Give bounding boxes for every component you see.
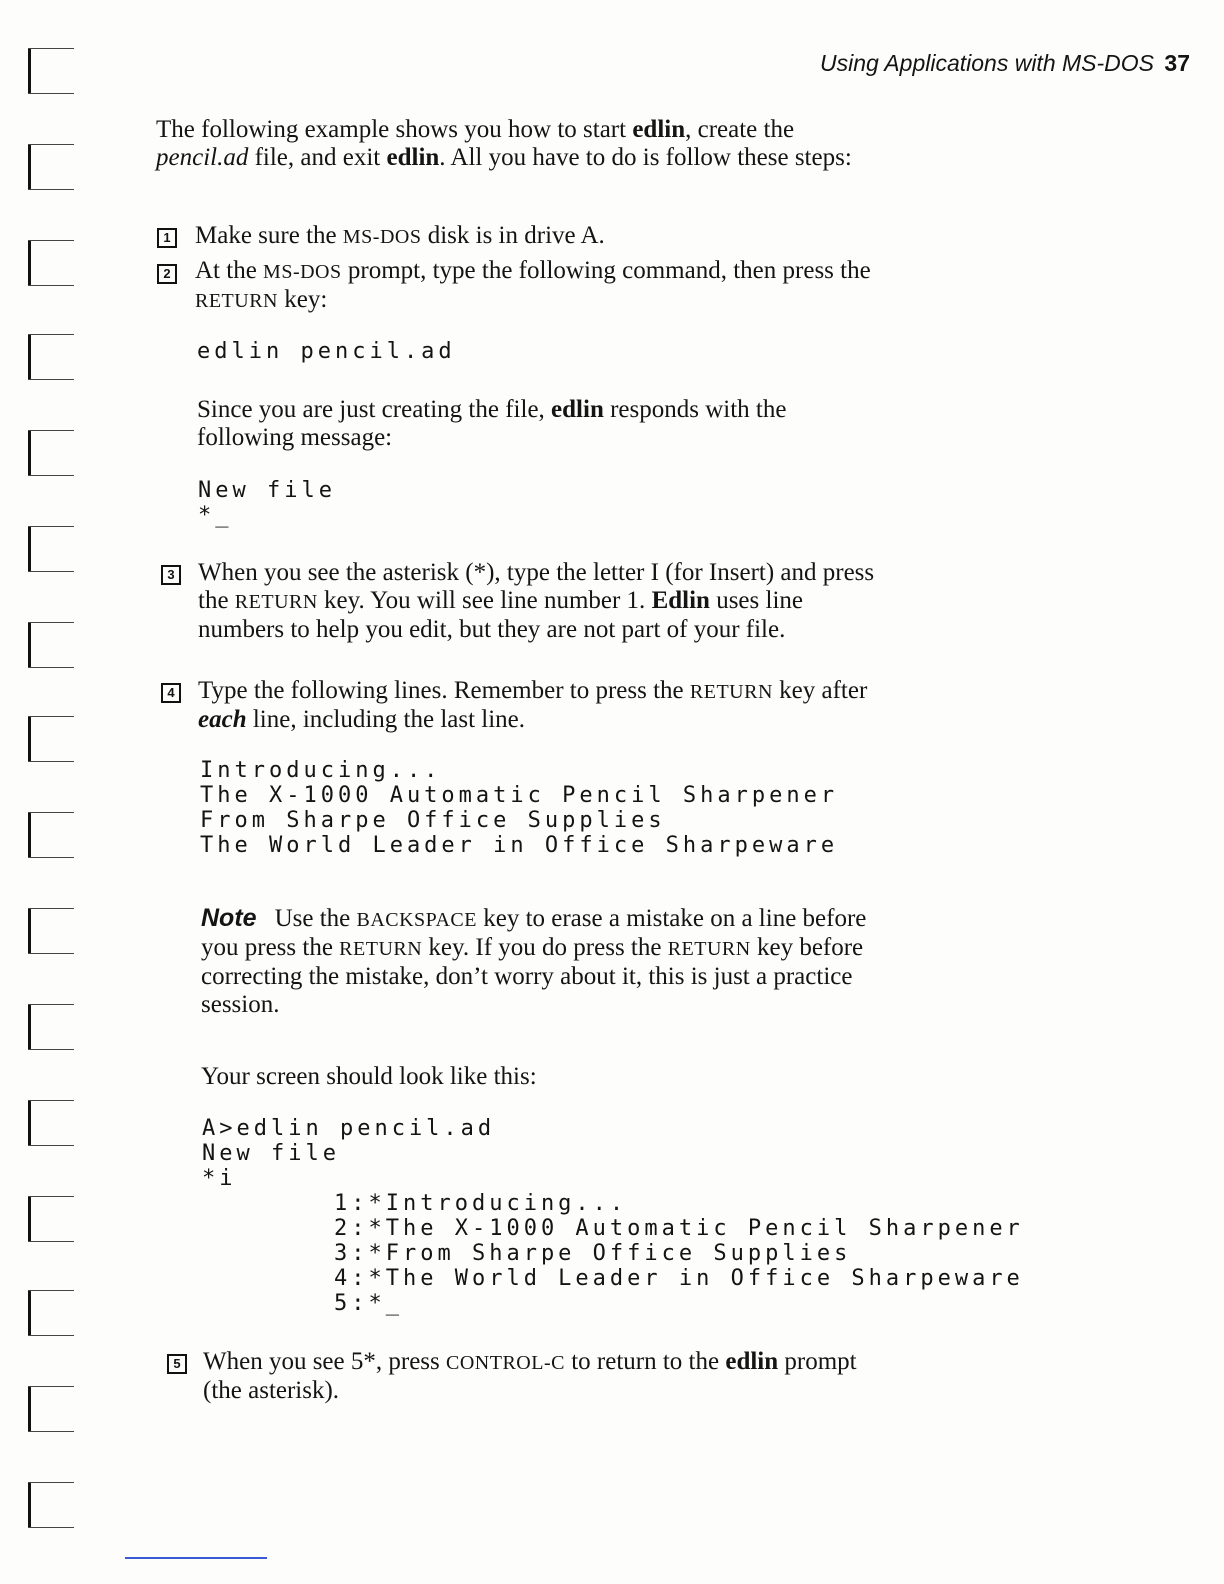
screen-intro: Your screen should look like this: [201,1063,537,1090]
binder-tab [28,144,76,192]
message-line: New file [198,478,336,503]
intro-paragraph: The following example shows you how to start edlin, create the pencil.ad file, and exit edlin. All you have to do is follow these steps: [156,116,852,171]
typed-line: From Sharpe Office Supplies [200,808,666,833]
step-2-followup: Since you are just creating the file, edlin responds with the following message: [197,396,787,451]
binder-tab [28,1290,76,1338]
step-2-text: At the MS-DOS prompt, type the following command, then press the RETURN key: [195,257,871,313]
screen-line: A>edlin pencil.ad [202,1116,496,1141]
command-example: edlin pencil.ad [197,339,456,364]
binder-tab [28,716,76,764]
binder-tab [28,622,76,670]
note-paragraph: Note Use the BACKSPACE key to erase a mistake on a line before you press the RETURN key. If you do press the RETURN key before correcting the mistake, don’t worry about it, this is just a practice session. [201,904,867,1018]
binder-tab [28,1386,76,1434]
screen-line: New file [202,1141,340,1166]
step-5-text: When you see 5*, press CONTROL-C to return to the edlin prompt (the asterisk). [203,1348,857,1404]
command-edlin: edlin [632,116,686,143]
step-number-box: 2 [157,264,177,284]
screen-numbered-line: 1:*Introducing... [334,1191,628,1216]
screen-numbered-line: 4:*The World Leader in Office Sharpeware [334,1266,1024,1291]
step-number-box: 1 [157,228,177,248]
step-number-box: 4 [161,683,181,703]
binder-tab [28,1482,76,1530]
binder-tab [28,334,76,382]
screen-numbered-line: 3:*From Sharpe Office Supplies [334,1241,852,1266]
binder-tab [28,526,76,574]
step-number-box: 3 [161,565,181,585]
binder-tab [28,430,76,478]
page-number: 37 [1164,50,1190,76]
binder-tab [28,48,76,96]
step-3-text: When you see the asterisk (*), type the letter I (for Insert) and press the RETURN key. You will see line number 1. Edlin uses line numbers to help you edit, but they are not part of your file. [198,559,875,643]
screen-line: *i [202,1166,237,1191]
header-title: Using Applications with MS-DOS [819,50,1155,76]
binder-tab [28,1004,76,1052]
binder-tab [28,1196,76,1244]
binder-tab [28,812,76,860]
typed-line: The X-1000 Automatic Pencil Sharpener [200,783,839,808]
binder-tab [28,908,76,956]
screen-numbered-line: 2:*The X-1000 Automatic Pencil Sharpener [334,1216,1024,1241]
screen-numbered-line: 5:*_ [334,1291,403,1316]
command-edlin: edlin [386,144,440,171]
step-number-box: 5 [167,1354,187,1374]
filename: pencil.ad [156,144,249,171]
note-label: Note [201,904,257,932]
typed-line: The World Leader in Office Sharpeware [200,833,839,858]
binder-tab [28,1100,76,1148]
message-line: *_ [198,503,233,528]
running-header [820,50,1190,77]
step-4-text: Type the following lines. Remember to press the RETURN key after each line, including the last line. [198,677,868,733]
bottom-rule [125,1557,267,1559]
typed-line: Introducing... [200,758,442,783]
binder-tab [28,240,76,288]
step-1-text: Make sure the MS-DOS disk is in drive A. [195,222,605,249]
